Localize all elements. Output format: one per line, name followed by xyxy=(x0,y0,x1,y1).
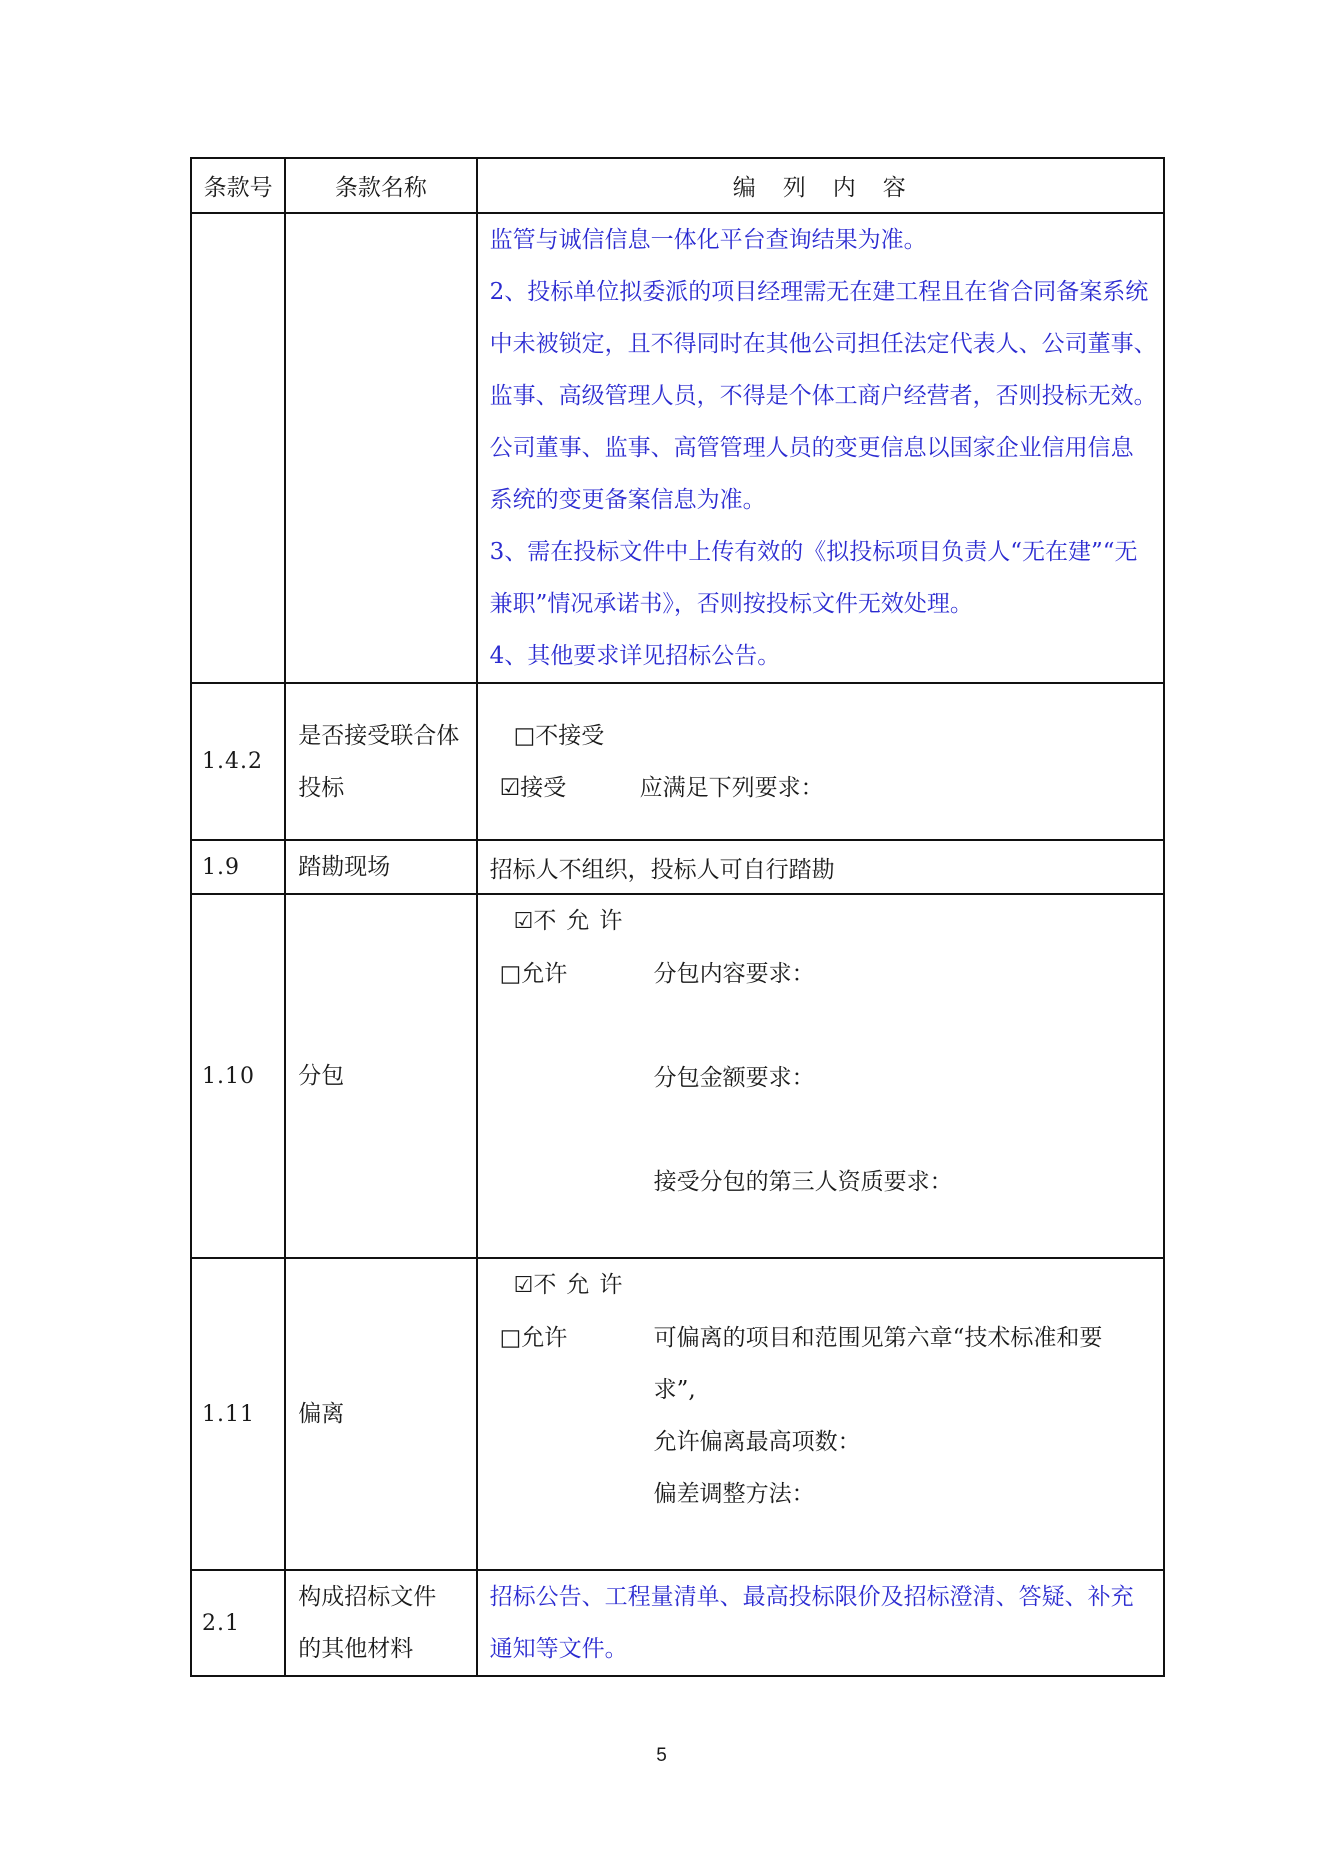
table-row-1-11 xyxy=(191,1258,1164,1570)
table-row-1-4-2 xyxy=(191,683,1164,840)
clause-content xyxy=(477,683,1164,840)
clause-content xyxy=(477,894,1164,1258)
option-allow-row xyxy=(490,948,1153,1000)
option-accept-row xyxy=(490,762,1153,814)
clause-number: 1.4.2 xyxy=(191,683,285,840)
page-number: 5 xyxy=(656,1745,667,1766)
clause-number: 1.10 xyxy=(191,894,285,1258)
clause-number: 1.9 xyxy=(191,840,285,894)
cell-content-continuation xyxy=(477,213,1164,683)
header-content: 编 列 内 容 xyxy=(477,158,1164,213)
clause-table-container xyxy=(190,157,1165,1677)
clause-content: 招标人不组织，投标人可自行踏勘 xyxy=(477,840,1164,894)
clause-content xyxy=(477,1258,1164,1570)
clause-name: 偏离 xyxy=(285,1258,476,1570)
content-line: 3、需在投标文件中上传有效的《拟投标项目负责人“无在建”“无 xyxy=(489,539,1138,565)
table-row-1-9 xyxy=(191,840,1164,894)
content-line: 招标公告、工程量清单、最高投标限价及招标澄清、答疑、补充 xyxy=(489,1584,1134,1610)
option-not-allow xyxy=(490,1259,1153,1312)
clause-name xyxy=(285,1570,476,1676)
deviation-max-items: 允许偏离最高项数： xyxy=(653,1429,861,1455)
content-line: 通知等文件。 xyxy=(489,1636,628,1662)
content-line: 系统的变更备案信息为准。 xyxy=(489,487,766,513)
deviation-scope-line: 求”, xyxy=(653,1377,696,1403)
cell-number-empty xyxy=(191,213,285,683)
option-allow-row xyxy=(490,1312,1153,1364)
content-line: 公司董事、监事、高管管理人员的变更信息以国家企业信用信息 xyxy=(489,435,1134,461)
table-header-row xyxy=(191,158,1164,213)
option-allow: □允许 xyxy=(499,1325,568,1351)
clause-name: 踏勘现场 xyxy=(285,840,476,894)
cell-name-empty xyxy=(285,213,476,683)
clause-name-line: 是否接受联合体 xyxy=(298,722,460,749)
checked-box-icon: ☑ xyxy=(513,1273,534,1298)
subcontract-content-req: 分包内容要求： xyxy=(653,961,815,987)
header-clause-number: 条款号 xyxy=(191,158,285,213)
option-not-accept: □不接受 xyxy=(513,722,605,749)
table-row-2-1 xyxy=(191,1570,1164,1676)
deviation-scope-line: 可偏离的项目和范围见第六章“技术标准和要 xyxy=(653,1325,1103,1351)
option-accept: ☑接受 xyxy=(499,774,567,801)
option-not-allow-label: 不允许 xyxy=(533,908,633,934)
content-line: 2、投标单位拟委派的项目经理需无在建工程且在省合同备案系统 xyxy=(489,279,1149,305)
clause-name xyxy=(285,683,476,840)
clause-name-line: 的其他材料 xyxy=(298,1636,414,1662)
clause-name-line: 投标 xyxy=(298,774,345,801)
content-line: 中未被锁定，且不得同时在其他公司担任法定代表人、公司董事、 xyxy=(489,331,1157,357)
header-clause-name: 条款名称 xyxy=(285,158,476,213)
clause-content xyxy=(477,1570,1164,1676)
table-row-1-10 xyxy=(191,894,1164,1258)
content-line: 兼职”情况承诺书》，否则按投标文件无效处理。 xyxy=(489,591,973,617)
content-line: 4、其他要求详见招标公告。 xyxy=(489,643,781,669)
content-line: 监管与诚信信息一体化平台查询结果为准。 xyxy=(489,227,927,253)
option-accept-note: 应满足下列要求： xyxy=(639,774,824,801)
clause-number: 2.1 xyxy=(191,1570,285,1676)
clause-name-line: 构成招标文件 xyxy=(298,1584,437,1610)
clause-number: 1.11 xyxy=(191,1258,285,1570)
option-allow: □允许 xyxy=(499,961,568,987)
checked-box-icon: ☑ xyxy=(513,909,534,934)
option-not-allow-label: 不允许 xyxy=(533,1272,633,1298)
clause-table xyxy=(190,157,1165,1677)
deviation-adjust-method: 偏差调整方法： xyxy=(653,1481,815,1507)
subcontract-qualification-req: 接受分包的第三人资质要求： xyxy=(653,1169,953,1195)
clause-name: 分包 xyxy=(285,894,476,1258)
table-row-continuation xyxy=(191,213,1164,683)
subcontract-amount-req: 分包金额要求： xyxy=(653,1065,815,1091)
option-not-allow xyxy=(490,895,1153,948)
content-line: 监事、高级管理人员，不得是个体工商户经营者，否则投标无效。 xyxy=(489,383,1157,409)
